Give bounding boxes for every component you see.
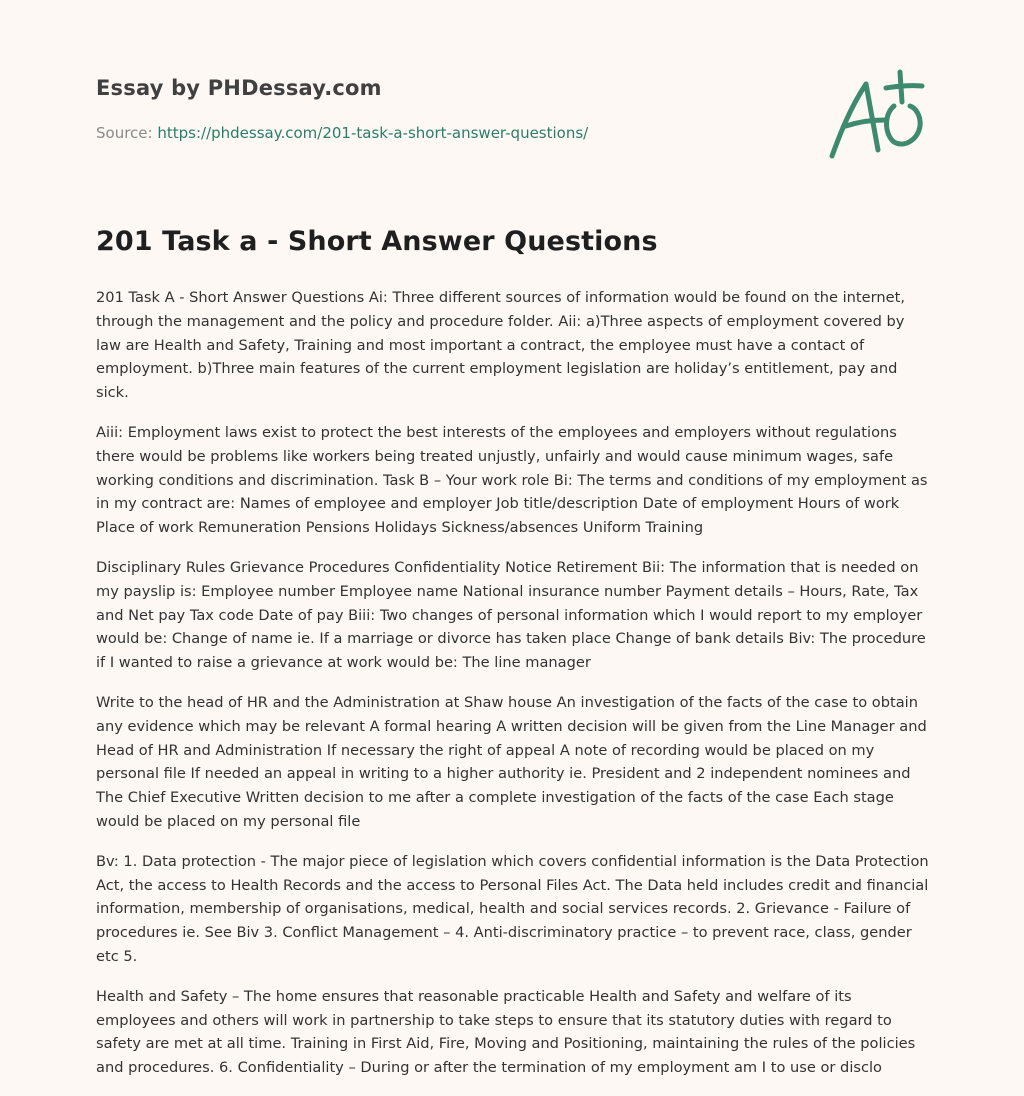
source-label: Source:	[96, 124, 153, 142]
page-header	[96, 76, 928, 176]
source-line	[96, 124, 588, 142]
article-paragraph: Health and Safety – The home ensures that reasonable practicable Health and Safety and welfare of its employees and others will work in partnership to take steps to ensure that its statutory duties with regard to safety are met at all time. Training in First Aid, Fire, Moving and Positioning, maintaining the rules of the policies and procedures. 6. Confidentiality – During or after the termination of my employment am I to use or disclo	[96, 987, 916, 1077]
article-paragraph: Disciplinary Rules Grievance Procedures Confidentiality Notice Retirement Bii: The information that is needed on my payslip is: Employee number Employee name National insurance number Payment details – Hours, Rate, Tax and Net pay Tax code Date of pay Biii: Two changes of personal information which I would report to my employer would be: Change of name ie. If a marriage or divorce has taken place Change of bank details Biv: The procedure if I wanted to raise a grievance at work would be: The line manager	[96, 558, 926, 672]
source-link[interactable]: https://phdessay.com/201-task-a-short-answer-questions/	[157, 124, 589, 142]
article-body	[96, 286, 932, 1096]
a-plus-logo-icon	[822, 68, 926, 164]
brand-title: Essay by PHDessay.com	[96, 76, 382, 100]
article-paragraph: Write to the head of HR and the Administration at Shaw house An investigation of the facts of the case to obtain any evidence which may be relevant A formal hearing A written decision will be given from the Line Manager and Head of HR and Administration If necessary the right of appeal A note of recording would be placed on my personal file If needed an appeal in writing to a higher authority ie. President and 2 independent nominees and The Chief Executive Written decision to me after a complete investigation of the facts of the case Each stage would be placed on my personal file	[96, 693, 927, 830]
article-paragraph: 201 Task A - Short Answer Questions Ai: Three different sources of information would be found on the internet, through the management and the policy and procedure folder. Aii: a)Three aspects of employment covered by law are Health and Safety, Training and most important a contract, the employee must have a contact of employment. b)Three main features of the current employment legislation are holiday’s entitlement, pay and sick.	[96, 289, 905, 402]
article-title: 201 Task a - Short Answer Questions	[96, 226, 658, 257]
article-paragraph: Aiii: Employment laws exist to protect the best interests of the employees and employers without regulations there would be problems like workers being treated unjustly, unfairly and would cause minimum wages, safe working conditions and discrimination. Task B – Your work role Bi: The terms and conditions of my employment as in my contract are: Names of employee and employer Job title/description Date of employment Hours of work Place of work Remuneration Pensions Holidays Sickness/absences Uniform Training	[96, 423, 928, 537]
article-paragraph: Bv: 1. Data protection - The major piece of legislation which covers confidential information is the Data Protection Act, the access to Health Records and the access to Personal Files Act. The Data held includes credit and financial information, membership of organisations, medical, health and social services records. 2. Grievance - Failure of procedures ie. See Biv 3. Conflict Management – 4. Anti-discriminatory practice – to prevent race, class, gender etc 5.	[96, 852, 929, 965]
